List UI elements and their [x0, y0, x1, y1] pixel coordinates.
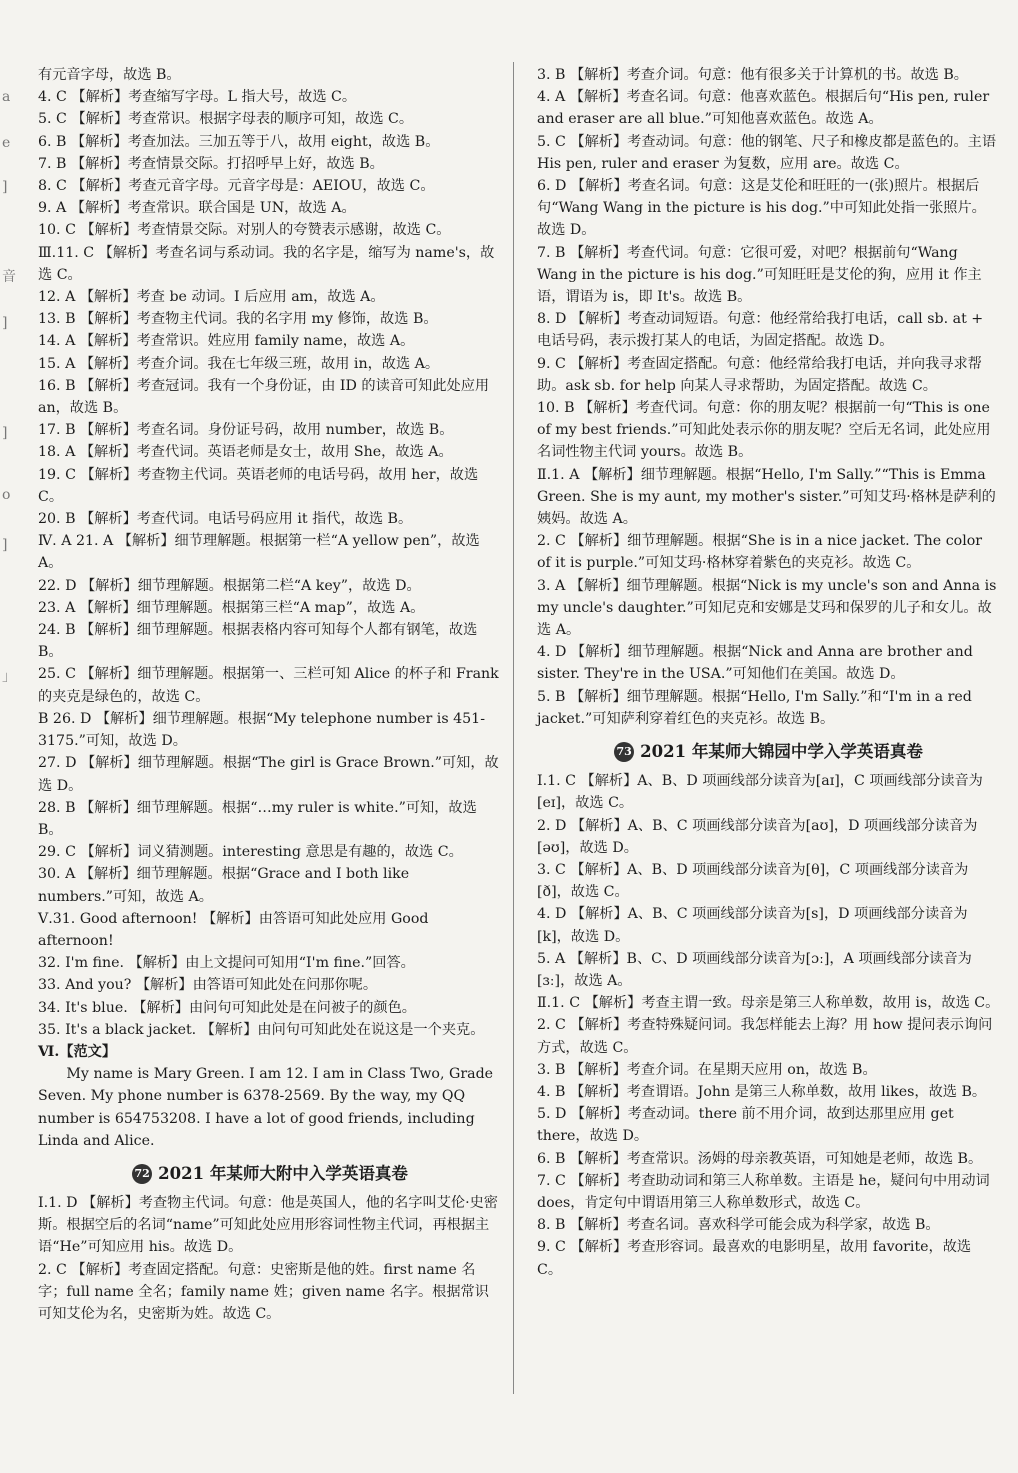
edge-mark: ]	[2, 425, 8, 441]
column-divider	[513, 62, 514, 1394]
answer-line: 5. D 【解析】考查动词。there 前不用介词，故到达那里应用 get there，故选 D。	[537, 1106, 954, 1145]
answer-line: 27. D 【解析】细节理解题。根据“The girl is Grace Brown.”可知，故选 D。	[38, 755, 499, 794]
answer-line: Ⅳ. A 21. A 【解析】细节理解题。根据第一栏“A yellow pen”，故选 A。	[38, 533, 480, 572]
answer-line: 14. A 【解析】考查常识。姓应用 family name，故选 A。	[38, 333, 415, 350]
section-heading	[537, 738, 1000, 766]
answer-line: 20. B 【解析】考查代词。电话号码应用 it 指代，故选 B。	[38, 511, 413, 528]
answer-line: 5. B 【解析】细节理解题。根据“Hello, I'm Sally.”和“I'm in a red jacket.”可知萨利穿着红色的夹克衫。故选 B。	[537, 688, 972, 727]
answer-line: 3. B 【解析】考查介词。句意：他有很多关于计算机的书。故选 B。	[537, 67, 968, 83]
answer-line: 2. C 【解析】细节理解题。根据“She is in a nice jacket. The color of it is purple.”可知艾玛·格林穿着紫色的夹克衫。故选 C。	[537, 533, 983, 572]
left-column	[38, 64, 502, 1325]
answer-line: 23. A 【解析】细节理解题。根据第三栏“A map”，故选 A。	[38, 599, 425, 616]
answer-line: Ⅰ.1. C 【解析】A、B、D 项画线部分读音为[aɪ]，C 项画线部分读音为[eɪ]，故选 C。	[537, 773, 983, 812]
answer-line: Ⅴ.31. Good afternoon! 【解析】由答语可知此处应用 Good afternoon!	[38, 910, 429, 949]
edge-mark: ]	[2, 537, 8, 553]
answer-line: Ⅲ.11. C 【解析】考查名词与系动词。我的名字是，缩写为 name's，故选 C。	[38, 244, 495, 283]
answer-line: 6. B 【解析】考查常识。汤姆的母亲教英语，可知她是老师，故选 B。	[537, 1150, 983, 1167]
answer-line: 3. A 【解析】细节理解题。根据“Nick is my uncle's son and Anna is my uncle's daughter.”可知尼克和安娜是艾玛和保罗的儿子和女儿。故选 A。	[537, 577, 997, 639]
answer-line: 24. B 【解析】细节理解题。根据表格内容可知每个人都有钢笔，故选 B。	[38, 622, 478, 661]
section-number-badge: 73	[614, 742, 634, 762]
answer-line: Ⅱ.1. A 【解析】细节理解题。根据“Hello, I'm Sally.”“This is Emma Green. She is my aunt, my mother's sister.”可知艾玛·格林是萨利的姨妈。故选 A。	[537, 466, 996, 528]
section-heading	[38, 1160, 502, 1188]
answer-line: 12. A 【解析】考查 be 动词。I 后应用 am，故选 A。	[38, 289, 385, 306]
answer-line: 4. D 【解析】A、B、C 项画线部分读音为[s]，D 项画线部分读音为[k]，故选 D。	[537, 906, 968, 945]
answer-line: 3. B 【解析】考查介词。在星期天应用 on，故选 B。	[537, 1061, 877, 1078]
answer-line: 13. B 【解析】考查物主代词。我的名字用 my 修饰，故选 B。	[38, 311, 438, 328]
section-title: 2021 年某师大附中入学英语真卷	[158, 1163, 408, 1183]
answer-line: 5. C 【解析】考查动词。句意：他的钢笔、尺子和橡皮都是蓝色的。主语 His pen, ruler and eraser 为复数，应用 are。故选 C。	[537, 133, 997, 172]
page-edge-fragments	[0, 60, 16, 1360]
answer-line: 6. B 【解析】考查加法。三加五等于八，故用 eight，故选 B。	[38, 133, 440, 150]
answer-line: 5. A 【解析】B、C、D 项画线部分读音为[ɔː]，A 项画线部分读音为[ɜː]，故选 A。	[537, 950, 972, 989]
answer-line: 30. A 【解析】细节理解题。根据“Grace and I both like numbers.”可知，故选 A。	[38, 866, 410, 905]
answer-line: 32. I'm fine. 【解析】由上文提问可知用“I'm fine.”回答。	[38, 955, 415, 972]
answer-line: 2. D 【解析】A、B、C 项画线部分读音为[aʊ]，D 项画线部分读音为[əʊ]，故选 D。	[537, 817, 978, 856]
answer-line: 25. C 【解析】细节理解题。根据第一、三栏可知 Alice 的杯子和 Frank 的夹克是绿色的，故选 C。	[38, 666, 499, 705]
answer-line: 4. A 【解析】考查名词。句意：他喜欢蓝色。根据后句“His pen, ruler and eraser are all blue.”可知他喜欢蓝色。故选 A。	[537, 89, 990, 128]
answer-line: 29. C 【解析】词义猜测题。interesting 意思是有趣的，故选 C。	[38, 844, 463, 861]
section-title: 2021 年某师大锦园中学入学英语真卷	[640, 742, 923, 762]
edge-mark: ]	[2, 315, 8, 331]
answer-line: 9. A 【解析】考查常识。联合国是 UN，故选 A。	[38, 200, 356, 217]
answer-line: 18. A 【解析】考查代词。英语老师是女士，故用 She，故选 A。	[38, 444, 453, 461]
model-essay: My name is Mary Green. I am 12. I am in Class Two, Grade Seven. My phone number is 6378-2569. By the way, my QQ number is 654753208. I have a lot of good friends, including Linda and Alice.	[38, 1066, 494, 1149]
answer-line: 34. It's blue. 【解析】由问句可知此处是在问被子的颜色。	[38, 999, 416, 1016]
answer-line: 7. B 【解析】考查代词。句意：它很可爱，对吧？根据前句“Wang Wang in the picture is his dog.”可知旺旺是艾伦的狗，应用 it 作主语，谓语为 is，即 It's。故选 B。	[537, 244, 982, 306]
answer-line: 6. D 【解析】考查名词。句意：这是艾伦和旺旺的一(张)照片。根据后句“Wang Wang in the picture is his dog.”中可知此处指一张照片。故选 D。	[537, 178, 986, 239]
section-number-badge: 72	[132, 1164, 152, 1184]
answer-line: 4. D 【解析】细节理解题。根据“Nick and Anna are brother and sister. They're in the USA.”可知他们在美国。故选 D。	[537, 644, 973, 683]
answer-line: 19. C 【解析】考查物主代词。英语老师的电话号码，故用 her，故选 C。	[38, 466, 479, 505]
edge-mark: ]	[2, 179, 8, 195]
answer-line: 3. C 【解析】A、B、D 项画线部分读音为[θ]，C 项画线部分读音为[ð]，故选 C。	[537, 861, 969, 901]
answer-line: 10. C 【解析】考查情景交际。对别人的夸赞表示感谢，故选 C。	[38, 222, 451, 239]
answer-line: 4. C 【解析】考查缩写字母。L 指大号，故选 C。	[38, 89, 357, 106]
answer-line: 7. C 【解析】考查助动词和第三人称单数。主语是 he，疑问句中用动词 does，肯定句中谓语用第三人称单数形式，故选 C。	[537, 1172, 990, 1211]
answer-line: 8. B 【解析】考查名词。喜欢科学可能会成为科学家，故选 B。	[537, 1217, 940, 1234]
answer-line: 4. B 【解析】考查谓语。John 是第三人称单数，故用 likes，故选 B。	[537, 1083, 987, 1100]
answer-line: 9. C 【解析】考查形容词。最喜欢的电影明星，故用 favorite，故选 C。	[537, 1239, 972, 1278]
edge-mark: a	[2, 89, 11, 105]
answer-line: 2. C 【解析】考查特殊疑问词。我怎样能去上海？用 how 提问表示询问方式，故选 C。	[537, 1017, 993, 1056]
essay-label: Ⅵ.【范文】	[38, 1043, 117, 1060]
answer-line: 2. C 【解析】考查固定搭配。句意：史密斯是他的姓。first name 名字；full name 全名；family name 姓；given name 名字。根据常识可知艾伦为名，史密斯为姓。故选 C。	[38, 1261, 489, 1322]
edge-mark: o	[2, 487, 11, 503]
answer-line: 35. It's a black jacket. 【解析】由问句可知此处在说这是一个夹克。	[38, 1021, 485, 1038]
edge-mark: 音	[2, 269, 16, 285]
answer-line: 有元音字母，故选 B。	[38, 67, 181, 83]
right-column	[537, 64, 1000, 1281]
answer-line: 8. C 【解析】考查元音字母。元音字母是：AEIOU，故选 C。	[38, 178, 435, 195]
answer-line: 9. C 【解析】考查固定搭配。句意：他经常给我打电话，并向我寻求帮助。ask sb. for help 向某人寻求帮助，为固定搭配。故选 C。	[537, 355, 982, 394]
answer-line: Ⅰ.1. D 【解析】考查物主代词。句意：他是英国人，他的名字叫艾伦·史密斯。根据空后的名词“name”可知此处应用形容词性物主代词，再根据主语“He”可知应用 his。故选 D。	[38, 1194, 498, 1256]
answer-line: B 26. D 【解析】细节理解题。根据“My telephone number is 451-3175.”可知，故选 D。	[38, 710, 485, 750]
answer-line: 28. B 【解析】细节理解题。根据“…my ruler is white.”可知，故选 B。	[38, 799, 477, 838]
answer-line: 15. A 【解析】考查介词。我在七年级三班，故用 in，故选 A。	[38, 355, 440, 372]
answer-line: 10. B 【解析】考查代词。句意：你的朋友呢？根据前一句“This is one of my best friends.”可知此处表示你的朋友呢？空后无名词，此处应用名词性物主代词 yours。故选 B。	[537, 400, 991, 461]
answer-line: 22. D 【解析】细节理解题。根据第二栏“A key”，故选 D。	[38, 577, 421, 594]
answer-line: Ⅱ.1. C 【解析】考查主谓一致。母亲是第三人称单数，故用 is，故选 C。	[537, 995, 1000, 1012]
answer-line: 8. D 【解析】考查动词短语。句意：他经常给我打电话，call sb. at + 电话号码，表示拨打某人的电话，为固定搭配。故选 D。	[537, 311, 984, 350]
answer-line: 33. And you? 【解析】由答语可知此处在问那你呢。	[38, 977, 378, 994]
edge-mark: e	[2, 135, 11, 151]
answer-line: 17. B 【解析】考查名词。身份证号码，故用 number，故选 B。	[38, 422, 454, 439]
edge-mark: 」	[2, 669, 16, 685]
answer-line: 7. B 【解析】考查情景交际。打招呼早上好，故选 B。	[38, 155, 384, 172]
answer-line: 16. B 【解析】考查冠词。我有一个身份证，由 ID 的读音可知此处应用 an，故选 B。	[38, 377, 490, 417]
answer-line: 5. C 【解析】考查常识。根据字母表的顺序可知，故选 C。	[38, 111, 414, 128]
